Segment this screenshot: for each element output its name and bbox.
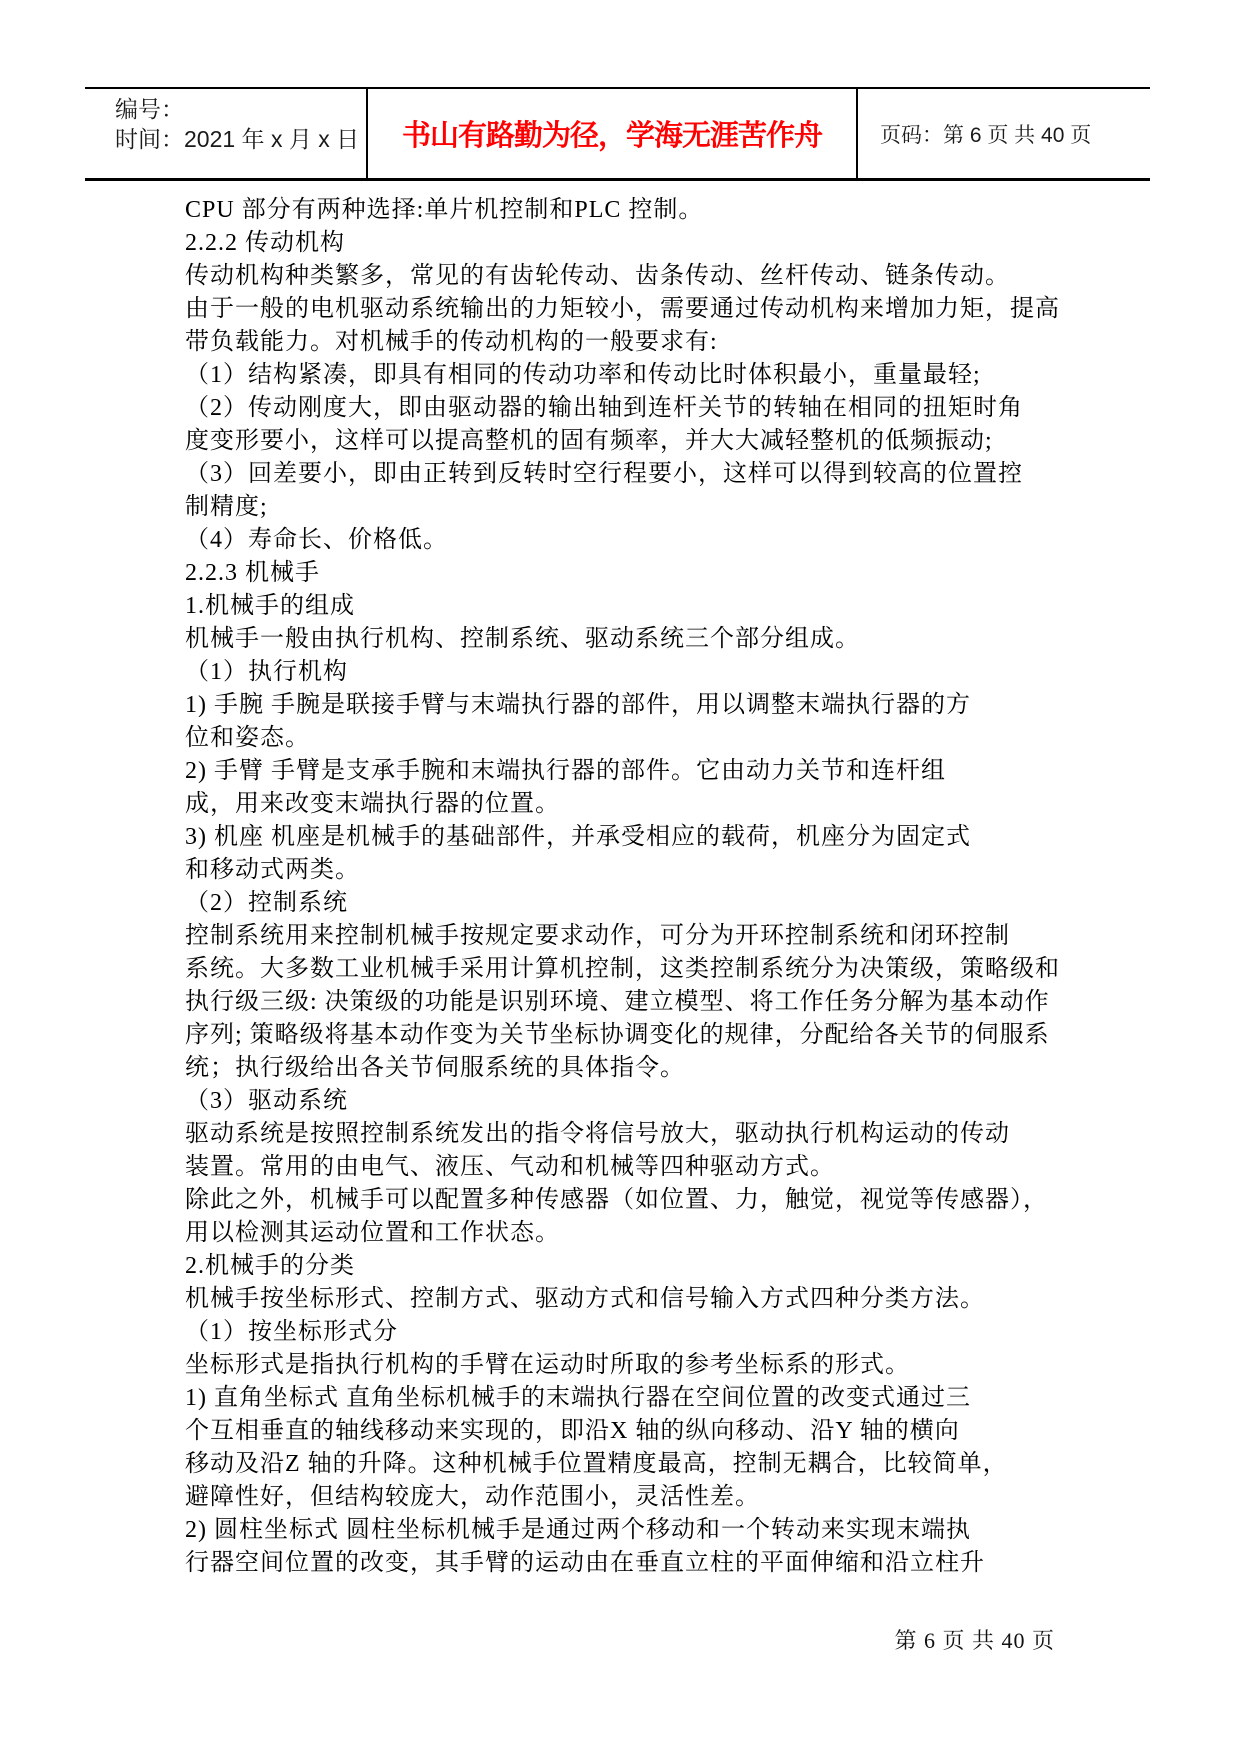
text-line: 由于一般的电机驱动系统输出的力矩较小，需要通过传动机构来增加力矩，提高 bbox=[185, 296, 1060, 322]
text-line: 执行级三级: 决策级的功能是识别环境、建立模型、将工作任务分解为基本动作 bbox=[185, 989, 1050, 1015]
text-line: 个互相垂直的轴线移动来实现的，即沿X 轴的纵向移动、沿Y 轴的横向 bbox=[185, 1418, 960, 1444]
text-line: 传动机构种类繁多，常见的有齿轮传动、齿条传动、丝杆传动、链条传动。 bbox=[185, 263, 1010, 289]
text-line: （3）驱动系统 bbox=[185, 1088, 348, 1114]
text-line: 统；执行级给出各关节伺服系统的具体指令。 bbox=[185, 1055, 685, 1081]
header-slogan-text: 书山有路勤为径，学海无涯苦作舟 bbox=[401, 120, 822, 152]
text-line: 3) 机座 机座是机械手的基础部件，并承受相应的载荷，机座分为固定式 bbox=[185, 824, 971, 850]
text-line: 制精度; bbox=[185, 494, 268, 520]
header-pagenumber-label: 页码：第 6 页 共 40 页 bbox=[880, 123, 1092, 147]
text-line: （1）结构紧凑，即具有相同的传动功率和传动比时体积最小，重量最轻; bbox=[185, 362, 981, 388]
footer-page-number: 第 6 页 共 40 页 bbox=[894, 1628, 1055, 1653]
text-line: 1.机械手的组成 bbox=[185, 593, 355, 619]
text-line: 2.2.2 传动机构 bbox=[185, 230, 345, 256]
text-line: 系统。大多数工业机械手采用计算机控制，这类控制系统分为决策级，策略级和 bbox=[185, 956, 1060, 982]
text-line: （1）按坐标形式分 bbox=[185, 1319, 398, 1345]
text-line: 机械手一般由执行机构、控制系统、驱动系统三个部分组成。 bbox=[185, 626, 860, 652]
text-line: 坐标形式是指执行机构的手臂在运动时所取的参考坐标系的形式。 bbox=[185, 1352, 910, 1378]
text-line: 1) 直角坐标式 直角坐标机械手的末端执行器在空间位置的改变式通过三 bbox=[185, 1385, 971, 1411]
text-line: 机械手按坐标形式、控制方式、驱动方式和信号输入方式四种分类方法。 bbox=[185, 1286, 985, 1312]
text-line: 2) 圆柱坐标式 圆柱坐标机械手是通过两个移动和一个转动来实现末端执 bbox=[185, 1517, 971, 1543]
text-line: 除此之外，机械手可以配置多种传感器（如位置、力，触觉，视觉等传感器）， bbox=[185, 1187, 1048, 1213]
text-line: 驱动系统是按照控制系统发出的指令将信号放大，驱动执行机构运动的传动 bbox=[185, 1121, 1010, 1147]
text-line: 控制系统用来控制机械手按规定要求动作，可分为开环控制系统和闭环控制 bbox=[185, 923, 1010, 949]
text-line: （2）传动刚度大，即由驱动器的输出轴到连杆关节的转轴在相同的扭矩时角 bbox=[185, 395, 1023, 421]
page-header-table bbox=[85, 87, 1150, 181]
header-number-label: 编号： bbox=[115, 96, 184, 122]
text-line: （1）执行机构 bbox=[185, 659, 348, 685]
header-date-label: 时间：2021 年 x 月 x 日 bbox=[115, 126, 360, 152]
text-line: 2.机械手的分类 bbox=[185, 1253, 355, 1279]
text-line: 序列; 策略级将基本动作变为关节坐标协调变化的规律，分配给各关节的伺服系 bbox=[185, 1022, 1050, 1048]
header-pagenumber-cell bbox=[858, 89, 1150, 178]
text-line: （2）控制系统 bbox=[185, 890, 348, 916]
text-line: 带负载能力。对机械手的传动机构的一般要求有: bbox=[185, 329, 718, 355]
text-line: 避障性好，但结构较庞大，动作范围小，灵活性差。 bbox=[185, 1484, 760, 1510]
header-meta-cell bbox=[85, 89, 368, 178]
text-line: 用以检测其运动位置和工作状态。 bbox=[185, 1220, 560, 1246]
text-line: 1) 手腕 手腕是联接手臂与末端执行器的部件，用以调整末端执行器的方 bbox=[185, 692, 971, 718]
text-line: 装置。常用的由电气、液压、气动和机械等四种驱动方式。 bbox=[185, 1154, 835, 1180]
text-line: CPU 部分有两种选择:单片机控制和PLC 控制。 bbox=[185, 197, 704, 223]
text-line: 行器空间位置的改变，其手臂的运动由在垂直立柱的平面伸缩和沿立柱升 bbox=[185, 1550, 985, 1576]
text-line: （4）寿命长、价格低。 bbox=[185, 527, 448, 553]
text-line: （3）回差要小，即由正转到反转时空行程要小，这样可以得到较高的位置控 bbox=[185, 461, 1023, 487]
text-line: 2.2.3 机械手 bbox=[185, 560, 320, 586]
document-body bbox=[185, 194, 1115, 1580]
text-line: 和移动式两类。 bbox=[185, 857, 360, 883]
text-line: 移动及沿Z 轴的升降。这种机械手位置精度最高，控制无耦合，比较简单， bbox=[185, 1451, 1008, 1477]
text-line: 2) 手臂 手臂是支承手腕和末端执行器的部件。它由动力关节和连杆组 bbox=[185, 758, 946, 784]
text-line: 位和姿态。 bbox=[185, 725, 310, 751]
text-line: 成，用来改变末端执行器的位置。 bbox=[185, 791, 560, 817]
header-slogan-cell bbox=[368, 89, 858, 178]
text-line: 度变形要小，这样可以提高整机的固有频率，并大大减轻整机的低频振动; bbox=[185, 428, 993, 454]
